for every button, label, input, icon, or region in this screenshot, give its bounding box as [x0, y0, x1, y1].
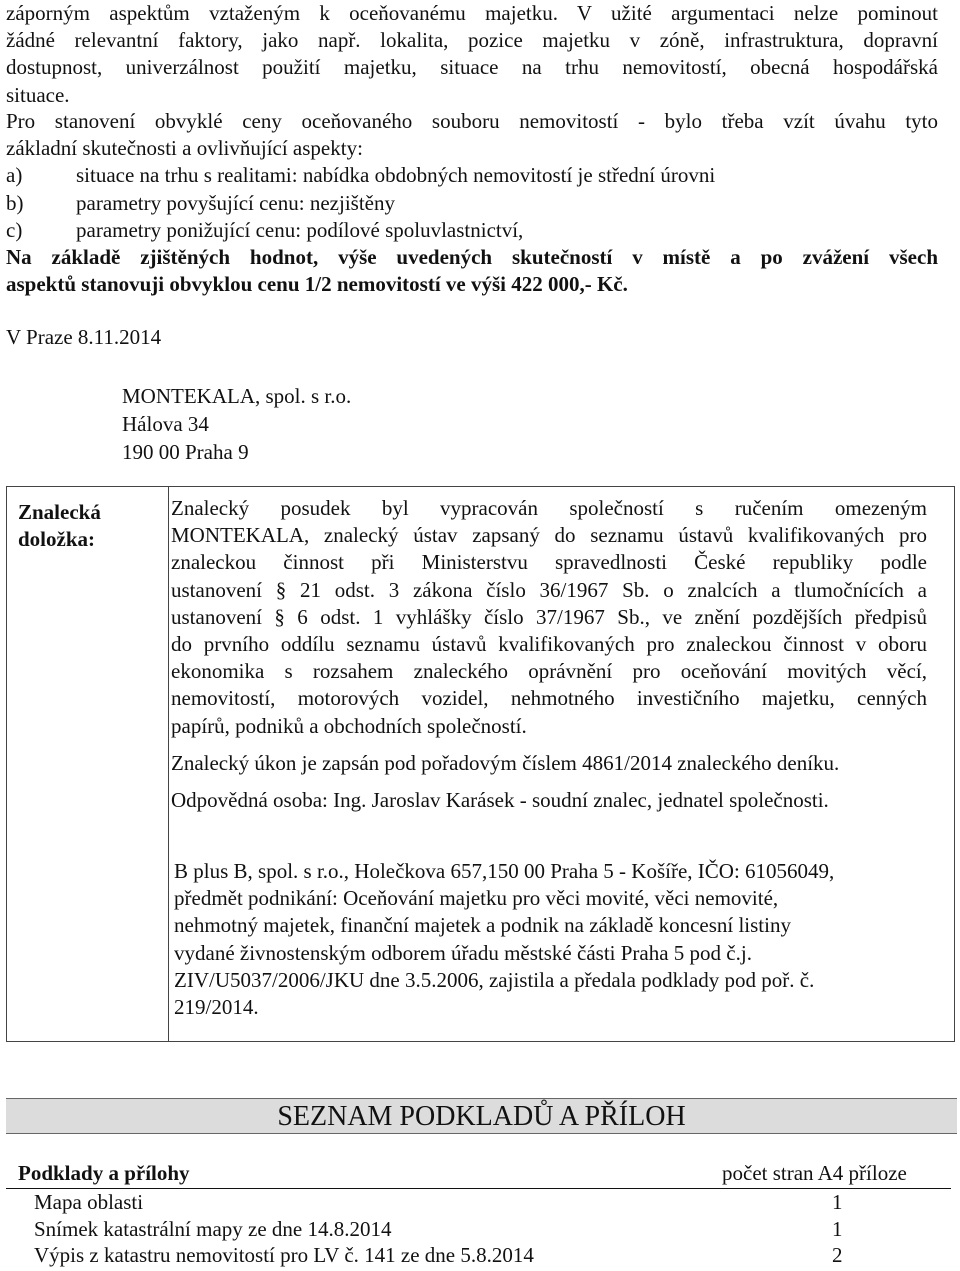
label-line: doložka:: [18, 527, 96, 551]
signature-street: Hálova 34: [122, 412, 209, 436]
intro-paragraph: [6, 0, 938, 109]
expert-clause-content: [171, 495, 927, 814]
intro-line: dostupnost, univerzálnost použití majetku, situace na trhu nemovitostí, obecná hospodářská: [6, 55, 938, 80]
attachments-table: [6, 1160, 951, 1269]
attachment-name: Výpis z katastru nemovitostí pro LV č. 141 ze dne 5.8.2014: [34, 1243, 534, 1268]
responsible-person: Odpovědná osoba: Ing. Jaroslav Karásek - soudní znalec, jednatel společnosti.: [171, 788, 829, 813]
provider-line: 219/2014.: [174, 995, 259, 1020]
provider-line: předmět podnikání: Oceňování majetku pro věci movité, věci nemovité,: [174, 886, 779, 911]
attachment-pages: 2: [832, 1243, 843, 1268]
attachment-pages: 1: [832, 1190, 843, 1214]
section-banner: [6, 1098, 957, 1134]
clause-line: nemovitostí, motorových vozidel, nehmotného investičního majetku, cenných: [171, 686, 927, 711]
clause-line: Znalecký posudek byl vypracován společností s ručením omezeným: [171, 496, 927, 520]
attachments-header: [6, 1160, 951, 1189]
label-line: Znalecká: [18, 500, 101, 524]
attachment-name: Mapa oblasti: [34, 1190, 144, 1214]
attachment-pages: 1: [832, 1216, 843, 1241]
list-text: parametry ponižující cenu: podílové spoluvlastnictví,: [76, 217, 524, 242]
list-item: [6, 162, 938, 189]
table-row: [6, 1189, 951, 1216]
clause-line: ekonomika s rozsahem znaleckého oprávnění pro oceňování movitých věcí,: [171, 659, 927, 684]
signature-city: 190 00 Praha 9: [122, 440, 249, 464]
list-marker: b): [6, 190, 24, 215]
valuation-line: základní skutečnosti a ovlivňující aspekty:: [6, 136, 363, 161]
list-item: [6, 190, 938, 217]
clause-line: ustanovení § 6 odst. 1 vyhlášky číslo 37/1967 Sb., ve znění pozdějších předpisů: [171, 604, 927, 629]
clause-line: ustanovení § 21 odst. 3 zákona číslo 36/1967 Sb. o znalcích a tlumočnících a: [171, 577, 927, 602]
registry-entry: Znalecký úkon je zapsán pod pořadovým číslem 4861/2014 znaleckého deníku.: [171, 750, 840, 775]
signature-block: [122, 382, 351, 466]
clause-line: znaleckou činnost při Ministerstvu spravedlnosti České republiky podle: [171, 550, 927, 575]
table-row: [6, 1216, 951, 1243]
column-header-documents: Podklady a přílohy: [18, 1161, 190, 1185]
column-header-pages: počet stran A4 příloze: [722, 1161, 907, 1185]
clause-line: do prvního oddílu seznamu ústavů kvalifikovaných pro znaleckou činnost v oboru: [171, 632, 927, 657]
provider-line: ZIV/U5037/2006/JKU dne 3.5.2006, zajistila a předala podklady pod poř. č.: [174, 967, 815, 992]
list-text: situace na trhu s realitami: nabídka obdobných nemovitostí je střední úrovni: [76, 163, 716, 188]
place-date: V Praze 8.11.2014: [6, 325, 162, 349]
clause-line: papírů, podniků a obchodních společností.: [171, 713, 527, 738]
section-title: SEZNAM PODKLADŮ A PŘÍLOH: [277, 1101, 686, 1132]
provider-line: B plus B, spol. s r.o., Holečkova 657,150 00 Praha 5 - Košíře, IČO: 61056049,: [174, 859, 835, 883]
valuation-line: Pro stanovení obvyklé ceny oceňovaného souboru nemovitostí - bylo třeba vzít úvahu tyto: [6, 109, 938, 133]
expert-clause-label-cell: [7, 487, 169, 1041]
list-marker: a): [6, 163, 23, 188]
provider-line: nehmotný majetek, finanční majetek a podnik na základě koncesní listiny: [174, 913, 791, 938]
data-provider-paragraph: [174, 858, 944, 1021]
list-marker: c): [6, 217, 23, 242]
attachment-name: Snímek katastrální mapy ze dne 14.8.2014: [34, 1216, 392, 1241]
intro-line: situace.: [6, 82, 70, 107]
clause-line: MONTEKALA, znalecký ústav zapsaný do seznamu ústavů kvalifikovaných pro: [171, 523, 927, 548]
valuation-paragraph: [6, 108, 938, 298]
signature-company: MONTEKALA, spol. s r.o.: [122, 384, 352, 408]
list-text: parametry povyšující cenu: nezjištěny: [76, 190, 395, 215]
list-item: [6, 217, 938, 244]
provider-line: vydané živnostenským odborem úřadu městské části Praha 5 pod č.j.: [174, 940, 752, 965]
expert-clause-label: [18, 499, 101, 553]
table-row: [6, 1242, 951, 1269]
intro-line: záporným aspektům vztaženým k oceňovanému majetku. V užité argumentaci nelze pominout: [6, 1, 938, 25]
expert-clause-paragraph: [171, 495, 927, 740]
conclusion-line: Na základě zjištěných hodnot, výše uvedených skutečností v místě a po zvážení všech: [6, 245, 938, 270]
conclusion-line: aspektů stanovuji obvyklou cenu 1/2 nemovitostí ve výši 422 000,- Kč.: [6, 272, 628, 297]
intro-line: žádné relevantní faktory, jako např. lokalita, pozice majetku v zóně, infrastruktura, dopravní: [6, 28, 938, 53]
